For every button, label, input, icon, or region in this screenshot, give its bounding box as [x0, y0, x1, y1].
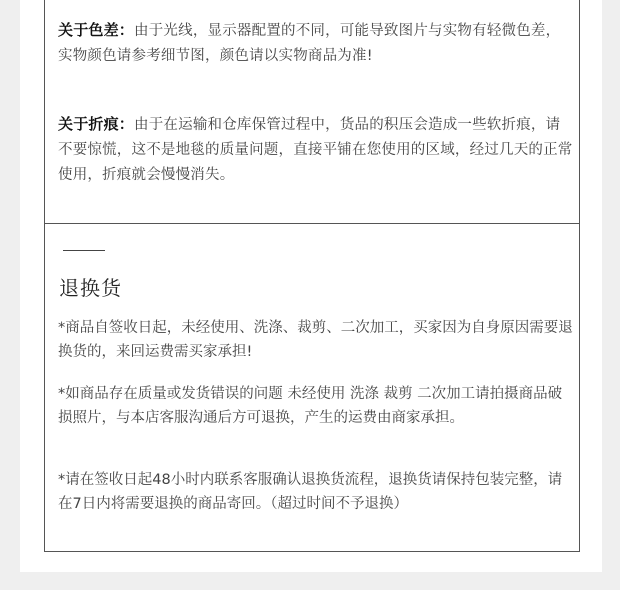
- crease-notice: [58, 112, 574, 188]
- returns-paragraph-1: *商品自签收日起，未经使用、洗涤、裁剪、二次加工，买家因为自身原因需要退换货的，来回运费需买家承担!: [58, 320, 573, 360]
- section-divider: [63, 250, 105, 251]
- color-difference-notice: [58, 18, 574, 69]
- color-difference-label: 关于色差：: [58, 21, 135, 39]
- crease-text: 由于在运输和仓库保管过程中，货品的积压会造成一些软折痕，请不要惊慌，这不是地毯的质量问题，直接平铺在您使用的区域，经过几天的正常使用，折痕就会慢慢消失。: [58, 117, 573, 183]
- returns-paragraph-3: *请在签收日起48小时内联系客服确认退换货流程，退换货请保持包装完整，请在7日内将需要退换的商品寄回。（超过时间不予退换）: [58, 472, 563, 512]
- returns-box: [44, 224, 580, 552]
- returns-paragraph-2: *如商品存在质量或发货错误的问题 未经使用 洗涤 裁剪 二次加工请拍摄商品破损照片，与本店客服沟通后方可退换，产生的运费由商家承担。: [58, 386, 563, 426]
- color-difference-text: 由于光线，显示器配置的不同，可能导致图片与实物有轻微色差，实物颜色请参考细节图，颜色请以实物商品为准!: [58, 23, 561, 64]
- notice-box: [44, 0, 580, 224]
- returns-title: 退换货: [59, 276, 122, 300]
- crease-label: 关于折痕：: [58, 115, 135, 133]
